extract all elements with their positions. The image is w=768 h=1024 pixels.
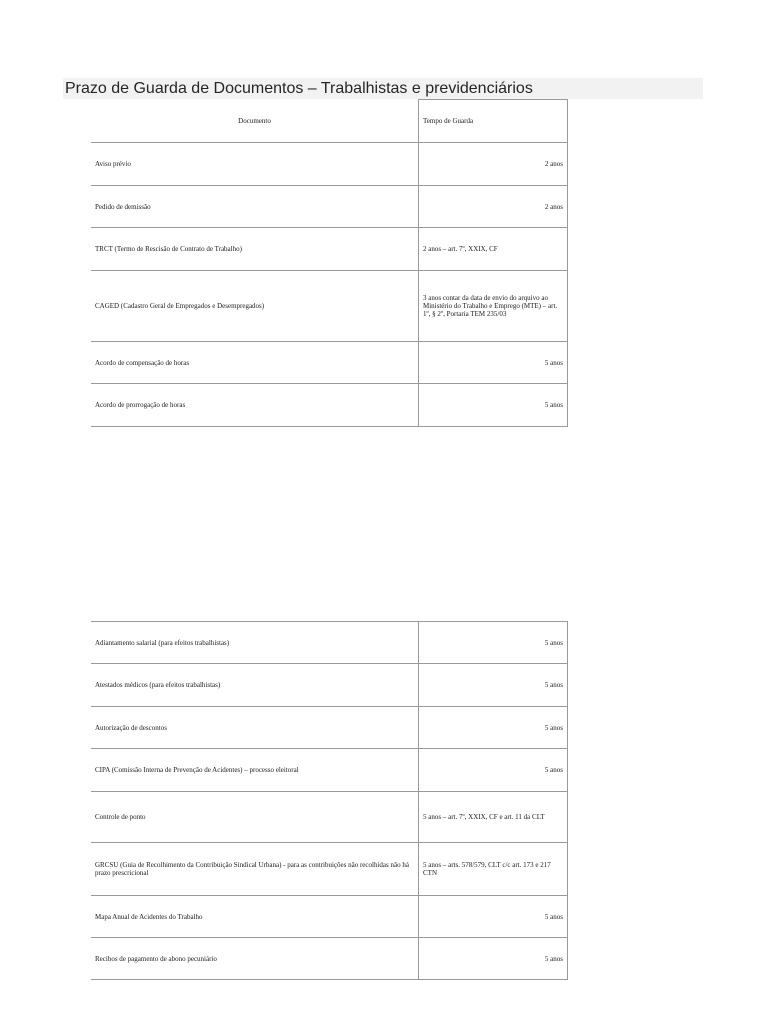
retention-table-2 xyxy=(91,621,568,980)
row-time: 5 anos xyxy=(419,938,568,980)
row-document: Mapa Anual de Acidentes do Trabalho xyxy=(91,896,419,938)
row-time: 2 anos xyxy=(419,186,568,228)
table-row xyxy=(91,143,568,186)
row-document: CAGED (Cadastro Geral de Empregados e Desempregados) xyxy=(91,271,419,342)
row-document: Aviso prévio xyxy=(91,143,419,186)
table-row xyxy=(91,938,568,980)
table-header-row xyxy=(91,100,568,143)
header-time: Tempo de Guarda xyxy=(419,100,568,143)
row-time: 5 anos – arts. 578/579, CLT c/c art. 173 e 217 CTN xyxy=(419,843,568,896)
table-row xyxy=(91,792,568,843)
row-document: GRCSU (Guia de Recolhimento da Contribuição Sindical Urbana) - para as contribuições não recolhidas não há prazo prescricional xyxy=(91,843,419,896)
header-document: Documento xyxy=(91,100,419,143)
page-title: Prazo de Guarda de Documentos – Trabalhistas e previdenciários xyxy=(63,78,703,99)
row-time: 5 anos xyxy=(419,622,568,664)
table-row xyxy=(91,843,568,896)
row-document: Pedido de demissão xyxy=(91,186,419,228)
row-time: 5 anos – art. 7º, XXIX, CF e art. 11 da CLT xyxy=(419,792,568,843)
row-time: 5 anos xyxy=(419,749,568,792)
row-document: Autorização de descontos xyxy=(91,707,419,749)
row-document: Adiantamento salarial (para efeitos trabalhistas) xyxy=(91,622,419,664)
row-time: 5 anos xyxy=(419,707,568,749)
row-document: Atestados médicos (para efeitos trabalhistas) xyxy=(91,664,419,707)
table-row xyxy=(91,622,568,664)
table-row xyxy=(91,384,568,427)
table-row xyxy=(91,664,568,707)
row-time: 5 anos xyxy=(419,342,568,384)
row-document: Recibos de pagamento de abono pecuniário xyxy=(91,938,419,980)
row-time: 3 anos contar da data de envio do arquivo ao Ministério do Trabalho e Emprego (MTE) – art. 1º, § 2º, Portaria TEM 235/03 xyxy=(419,271,568,342)
table-row xyxy=(91,186,568,228)
table-row xyxy=(91,749,568,792)
row-document: Acordo de compensação de horas xyxy=(91,342,419,384)
row-time: 5 anos xyxy=(419,384,568,427)
row-time: 2 anos – art. 7º, XXIX, CF xyxy=(419,228,568,271)
table-row xyxy=(91,707,568,749)
row-document: Controle de ponto xyxy=(91,792,419,843)
row-document: Acordo de prorrogação de horas xyxy=(91,384,419,427)
row-time: 5 anos xyxy=(419,896,568,938)
row-document: TRCT (Termo de Rescisão de Contrato de Trabalho) xyxy=(91,228,419,271)
table-row xyxy=(91,271,568,342)
row-time: 2 anos xyxy=(419,143,568,186)
table-row xyxy=(91,228,568,271)
table-row xyxy=(91,342,568,384)
row-time: 5 anos xyxy=(419,664,568,707)
table-row xyxy=(91,896,568,938)
retention-table-1 xyxy=(91,99,568,427)
row-document: CIPA (Comissão Interna de Prevenção de Acidentes) – processo eleitoral xyxy=(91,749,419,792)
